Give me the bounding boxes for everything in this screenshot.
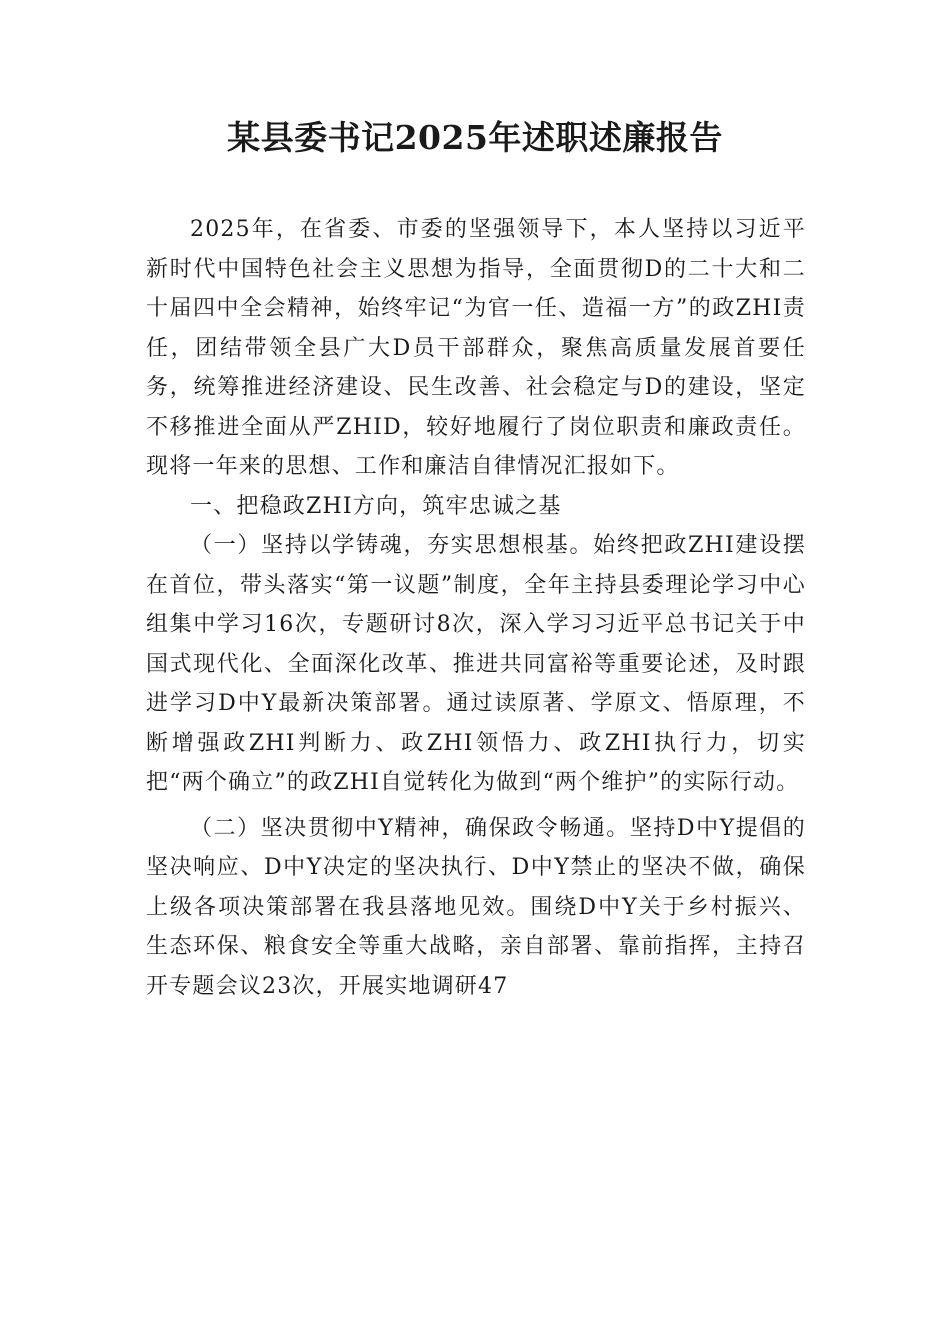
intro-paragraph: 2025年，在省委、市委的坚强领导下，本人坚持以习近平新时代中国特色社会主义思想为指导，全面贯彻D的二十大和二十届四中全会精神，始终牢记“为官一任、造福一方”的政ZHI责任，团结带领全县广大D员干部群众，聚焦高质量发展首要任务，统筹推进经济建设、民生改善、社会稳定与D的建设，坚定不移推进全面从严ZHID，较好地履行了岗位职责和廉政责任。现将一年来的思想、工作和廉洁自律情况汇报如下。 [146, 217, 806, 479]
document-body [146, 210, 806, 1006]
subsection-paragraph-2: （二）坚决贯彻中Y精神，确保政令畅通。坚持D中Y提倡的坚决响应、D中Y决定的坚决执行、D中Y禁止的坚决不做，确保上级各项决策部署在我县落地见效。围绕D中Y关于乡村振兴、生态环保、粮食安全等重大战略，亲自部署、靠前指挥，主持召开专题会议23次，开展实地调研47 [146, 815, 806, 999]
section-heading-1: 一、把稳政ZHI方向，筑牢忠诚之基 [190, 493, 562, 519]
document-title: 某县委书记2025年述职述廉报告 [227, 118, 723, 157]
subsection-paragraph-1: （一）坚持以学铸魂，夯实思想根基。始终把政ZHI建设摆在首位，带头落实“第一议题”制度，全年主持县委理论学习中心组集中学习16次，专题研讨8次，深入学习习近平总书记关于中国式现代化、全面深化改革、推进共同富裕等重要论述，及时跟进学习D中Y最新决策部署。通过读原著、学原文、悟原理，不断增强政ZHI判断力、政ZHI领悟力、政ZHI执行力，切实把“两个确立”的政ZHI自觉转化为做到“两个维护”的实际行动。 [146, 533, 806, 795]
